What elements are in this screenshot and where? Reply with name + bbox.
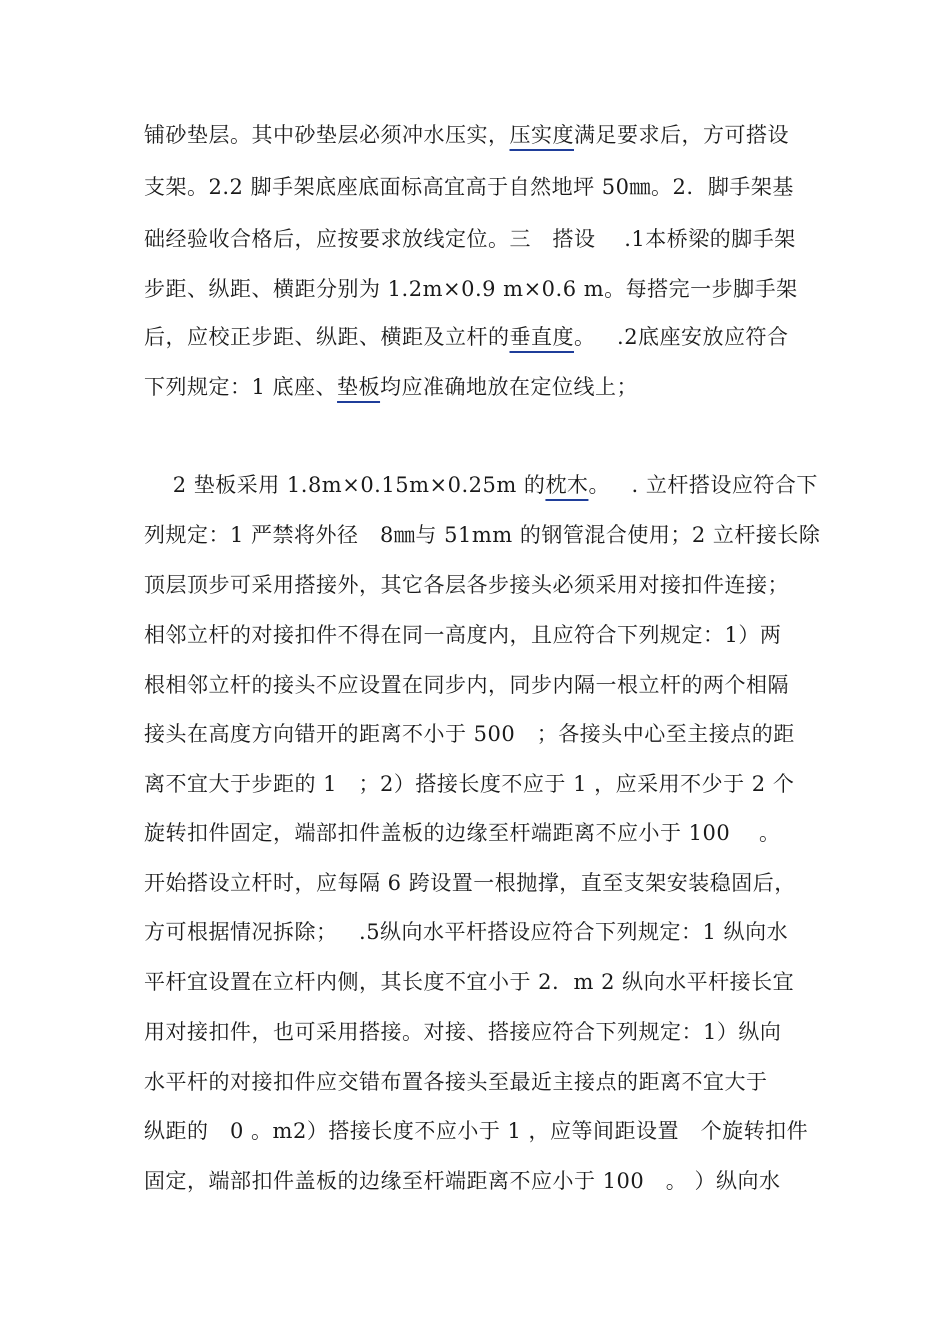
text-line: 步距、纵距、横距分别为 1.2m×0.9 m×0.6 m。每搭完一步脚手架 <box>144 277 798 301</box>
text-line: 离不宜大于步距的 1 ；2）搭接长度不应于 1 ，应采用不少于 2 个 <box>144 772 795 796</box>
text-line: 支架。2.2 脚手架底座底面标高宜高于自然地坪 50㎜。2. 脚手架基 <box>144 175 794 199</box>
text-line: 顶层顶步可采用搭接外，其它各层各步接头必须采用对接扣件连接； <box>144 573 789 597</box>
underlined-term: 枕木 <box>545 473 589 497</box>
text-span: 均应准确地放在定位线上； <box>380 375 639 399</box>
text-line: 相邻立杆的对接扣件不得在同一高度内，且应符合下列规定：1）两 <box>144 623 782 647</box>
text-span: 满足要求后，方可搭设 <box>574 123 789 147</box>
text-span: 铺砂垫层。其中砂垫层必须冲水压实， <box>144 123 510 147</box>
text-span: 后，应校正步距、纵距、横距及立杆的 <box>144 325 510 349</box>
text-line: 用对接扣件，也可采用搭接。对接、搭接应符合下列规定：1）纵向 <box>144 1020 782 1044</box>
underlined-term: 垂直度 <box>509 325 574 349</box>
underlined-term: 垫板 <box>337 375 381 399</box>
text-span: 2 垫板采用 1.8m×0.15m×0.25m 的 <box>144 473 546 497</box>
text-line <box>144 470 818 500</box>
text-line: 列规定：1 严禁将外径 8㎜与 51mm 的钢管混合使用；2 立杆接长除 <box>144 523 821 547</box>
text-span: 下列规定：1 底座、 <box>144 375 338 399</box>
text-line: 础经验收合格后，应按要求放线定位。三 搭设 .1本桥梁的脚手架 <box>144 227 796 251</box>
text-line: 开始搭设立杆时，应每隔 6 跨设置一根抛撑，直至支架安装稳固后， <box>144 871 796 895</box>
text-line: 根相邻立杆的接头不应设置在同步内，同步内隔一根立杆的两个相隔 <box>144 673 789 697</box>
text-line: 水平杆的对接扣件应交错布置各接头至最近主接点的距离不宜大于 <box>144 1070 768 1094</box>
text-line: 方可根据情况拆除； .5纵向水平杆搭设应符合下列规定：1 纵向水 <box>144 920 789 944</box>
text-line <box>144 120 789 150</box>
text-line: 固定，端部扣件盖板的边缘至杆端距离不应小于 100 。 ）纵向水 <box>144 1169 781 1193</box>
text-span: 。 .2底座安放应符合 <box>574 325 789 349</box>
text-line: 纵距的 0 。m2）搭接长度不应小于 1 ，应等间距设置 个旋转扣件 <box>144 1119 809 1143</box>
underlined-term: 压实度 <box>509 123 574 147</box>
text-line: 平杆宜设置在立杆内侧，其长度不宜小于 2. m 2 纵向水平杆接长宜 <box>144 970 795 994</box>
text-span: 。 . 立杆搭设应符合下 <box>588 473 818 497</box>
text-line: 接头在高度方向错开的距离不小于 500 ；各接头中心至主接点的距 <box>144 722 795 746</box>
text-line: 旋转扣件固定，端部扣件盖板的边缘至杆端距离不应小于 100 。 <box>144 821 781 845</box>
text-line <box>144 372 638 402</box>
text-line <box>144 322 789 352</box>
